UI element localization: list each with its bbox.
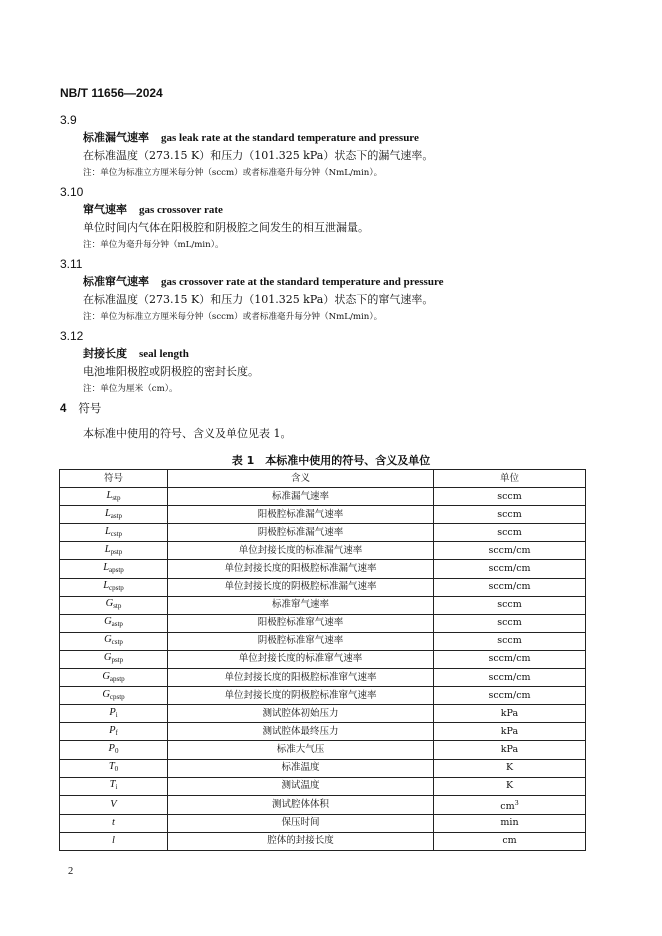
cell-symbol [60,705,168,723]
cell-unit [434,832,586,850]
cell-unit [434,578,586,596]
symbol-subscript: cstp [110,529,123,538]
unit-text: cm [500,800,515,812]
symbol-letter: P [109,724,116,736]
symbol-letter: G [103,652,112,664]
clause-definition: 单位时间内气体在阳极腔和阴极腔之间发生的相互泄漏量。 [83,221,369,234]
symbol-subscript: cstp [111,638,123,647]
clause-number: 3.10 [60,185,84,199]
section-title: 符号 [78,401,102,415]
unit-text: K [505,762,514,774]
cell-symbol [60,596,168,614]
cell-meaning: 测试腔体初始压力 [168,705,434,723]
cell-unit [434,560,586,578]
symbol-subscript: stp [113,602,122,611]
symbol-letter: P [109,706,116,718]
symbol-letter: G [102,688,110,700]
unit-text: sccm [497,617,522,629]
unit-text: sccm/cm [488,689,531,701]
cell-symbol [60,723,168,741]
clause-note: 注：单位为厘米（cm）。 [83,384,178,394]
symbol-subscript: astp [110,511,123,520]
symbol-letter: t [112,817,115,829]
cell-unit [434,795,586,814]
symbol-letter: l [112,835,115,847]
cell-symbol [60,506,168,524]
clause-term [60,129,588,147]
cell-meaning: 阳极腔标准漏气速率 [168,506,434,524]
cell-symbol [60,650,168,668]
symbol-letter: L [106,489,113,501]
unit-text: sccm [497,599,522,611]
cell-unit [434,506,586,524]
clause-3-12 [60,328,588,398]
symbol-letter: L [104,543,111,555]
clause-note: 注：单位为标准立方厘米每分钟（sccm）或者标准毫升每分钟（NmL/min）。 [83,312,383,322]
table-row [60,524,586,542]
cell-symbol [60,560,168,578]
symbol-letter: L [104,507,111,519]
cell-unit [434,687,586,705]
cell-meaning: 标准大气压 [168,741,434,759]
unit-text: kPa [500,725,519,737]
symbol-letter: L [104,525,111,537]
symbol-subscript: 0 [114,746,119,755]
cell-unit [434,488,586,506]
symbol-subscript: i [115,710,118,719]
unit-superscript: 3 [514,798,519,807]
cell-unit [434,669,586,687]
symbol-subscript: stp [112,493,121,502]
clause-3-11 [60,256,588,326]
symbol-subscript: cpstp [109,692,125,701]
clause-term [60,273,588,291]
clause-term [60,345,588,363]
cell-meaning: 单位封接长度的标准窜气速率 [168,650,434,668]
cell-meaning: 单位封接长度的阴极腔标准漏气速率 [168,578,434,596]
cell-unit [434,705,586,723]
clause-term [60,201,588,219]
symbol-subscript: apstp [109,674,125,683]
clause-definition: 在标准温度（273.15 K）和压力（101.325 kPa）状态下的漏气速率。 [83,149,434,162]
unit-text: sccm/cm [488,671,531,683]
term-zh: 窜气速率 [83,203,127,216]
cell-unit [434,524,586,542]
symbol-letter: G [105,598,114,610]
cell-symbol [60,614,168,632]
unit-text: sccm/cm [488,563,531,575]
table-row [60,596,586,614]
term-zh: 标准漏气速率 [83,131,149,144]
table-header-row [60,470,586,488]
symbol-subscript: f [115,728,118,737]
unit-text: sccm/cm [488,653,531,665]
table-row [60,560,586,578]
unit-text: kPa [500,707,519,719]
cell-meaning: 阳极腔标准窜气速率 [168,614,434,632]
cell-symbol [60,687,168,705]
term-zh: 标准窜气速率 [83,275,149,288]
term-en: gas crossover rate [139,204,223,216]
unit-text: kPa [500,743,519,755]
symbol-subscript: apstp [109,566,124,575]
cell-symbol [60,542,168,560]
header-meaning: 含义 [168,470,434,488]
cell-meaning: 单位封接长度的标准漏气速率 [168,542,434,560]
symbol-letter: P [108,742,115,754]
clause-number: 3.12 [60,329,84,343]
cell-meaning: 标准漏气速率 [168,488,434,506]
cell-meaning: 腔体的封接长度 [168,832,434,850]
table-row [60,759,586,777]
cell-symbol [60,741,168,759]
table-row [60,542,586,560]
header-symbol: 符号 [60,470,168,488]
term-en: gas crossover rate at the standard temperature and pressure [161,276,444,288]
page-header-standard-code: NB/T 11656—2024 [60,86,163,100]
symbol-letter: G [104,634,112,646]
table-row [60,614,586,632]
symbol-letter: L [103,562,110,574]
table-row [60,687,586,705]
cell-meaning: 单位封接长度的阳极腔标准窜气速率 [168,669,434,687]
clause-number: 3.9 [60,113,77,127]
table-body [60,488,586,851]
cell-unit [434,614,586,632]
section-number: 4 [60,403,67,415]
symbol-subscript: pstp [110,547,123,556]
unit-text: sccm/cm [488,544,531,556]
table-row [60,705,586,723]
clause-definition: 在标准温度（273.15 K）和压力（101.325 kPa）状态下的窜气速率。 [83,293,434,306]
table-row [60,814,586,832]
table-row [60,578,586,596]
cell-unit [434,814,586,832]
symbol-subscript: 0 [114,765,119,774]
cell-unit [434,542,586,560]
cell-symbol [60,814,168,832]
cell-unit [434,741,586,759]
section-intro: 本标准中使用的符号、含义及单位见表 1。 [83,427,292,440]
clause-number: 3.11 [60,257,83,271]
table-row [60,650,586,668]
table-row [60,723,586,741]
cell-symbol [60,832,168,850]
page-number: 2 [68,866,74,877]
symbol-subscript: i [115,783,118,792]
table-row [60,795,586,814]
unit-text: cm [502,835,517,847]
cell-meaning: 保压时间 [168,814,434,832]
symbol-letter: T [108,761,115,773]
cell-unit [434,759,586,777]
unit-text: sccm [497,508,522,520]
cell-symbol [60,524,168,542]
unit-text: min [500,817,519,829]
symbol-subscript: pstp [111,656,124,665]
cell-symbol [60,777,168,795]
symbol-letter: L [103,580,110,592]
cell-symbol [60,795,168,814]
cell-meaning: 测试温度 [168,777,434,795]
table-row [60,488,586,506]
clause-note: 注：单位为标准立方厘米每分钟（sccm）或者标准毫升每分钟（NmL/min）。 [83,168,383,178]
cell-meaning: 单位封接长度的阴极腔标准窜气速率 [168,687,434,705]
symbols-table [59,469,586,851]
table-row [60,832,586,850]
symbol-letter: G [102,670,110,682]
unit-text: sccm [497,490,522,502]
cell-unit [434,650,586,668]
cell-symbol [60,759,168,777]
header-unit: 单位 [434,470,586,488]
cell-meaning: 测试腔体最终压力 [168,723,434,741]
terms-section [60,112,588,400]
cell-symbol [60,578,168,596]
cell-meaning: 阴极腔标准窜气速率 [168,632,434,650]
cell-meaning: 测试腔体体积 [168,795,434,814]
table-row [60,777,586,795]
unit-text: sccm [497,635,522,647]
table-caption: 表 1 本标准中使用的符号、含义及单位 [231,454,431,467]
cell-meaning: 单位封接长度的阳极腔标准漏气速率 [168,560,434,578]
cell-meaning: 阴极腔标准漏气速率 [168,524,434,542]
cell-unit [434,596,586,614]
symbol-letter: V [110,798,117,810]
clause-definition: 电池堆阳极腔或阴极腔的密封长度。 [83,365,259,378]
cell-symbol [60,669,168,687]
clause-note: 注：单位为毫升每分钟（mL/min）。 [83,240,224,250]
cell-meaning: 标准温度 [168,759,434,777]
symbol-letter: G [104,616,112,628]
unit-text: sccm [497,526,522,538]
symbol-letter: T [109,779,116,791]
section-heading [60,400,101,416]
cell-unit [434,777,586,795]
clause-3-9 [60,112,588,182]
cell-symbol [60,488,168,506]
clause-3-10 [60,184,588,254]
table-row [60,669,586,687]
symbol-subscript: cpstp [109,584,124,593]
unit-text: sccm/cm [488,581,531,593]
cell-unit [434,723,586,741]
table-row [60,506,586,524]
table-row [60,632,586,650]
cell-meaning: 标准窜气速率 [168,596,434,614]
unit-text: K [505,780,514,792]
term-en: gas leak rate at the standard temperature and pressure [161,132,419,144]
symbol-subscript: astp [111,620,123,629]
term-en: seal length [139,348,189,360]
cell-unit [434,632,586,650]
cell-symbol [60,632,168,650]
term-zh: 封接长度 [83,347,127,360]
table-row [60,741,586,759]
